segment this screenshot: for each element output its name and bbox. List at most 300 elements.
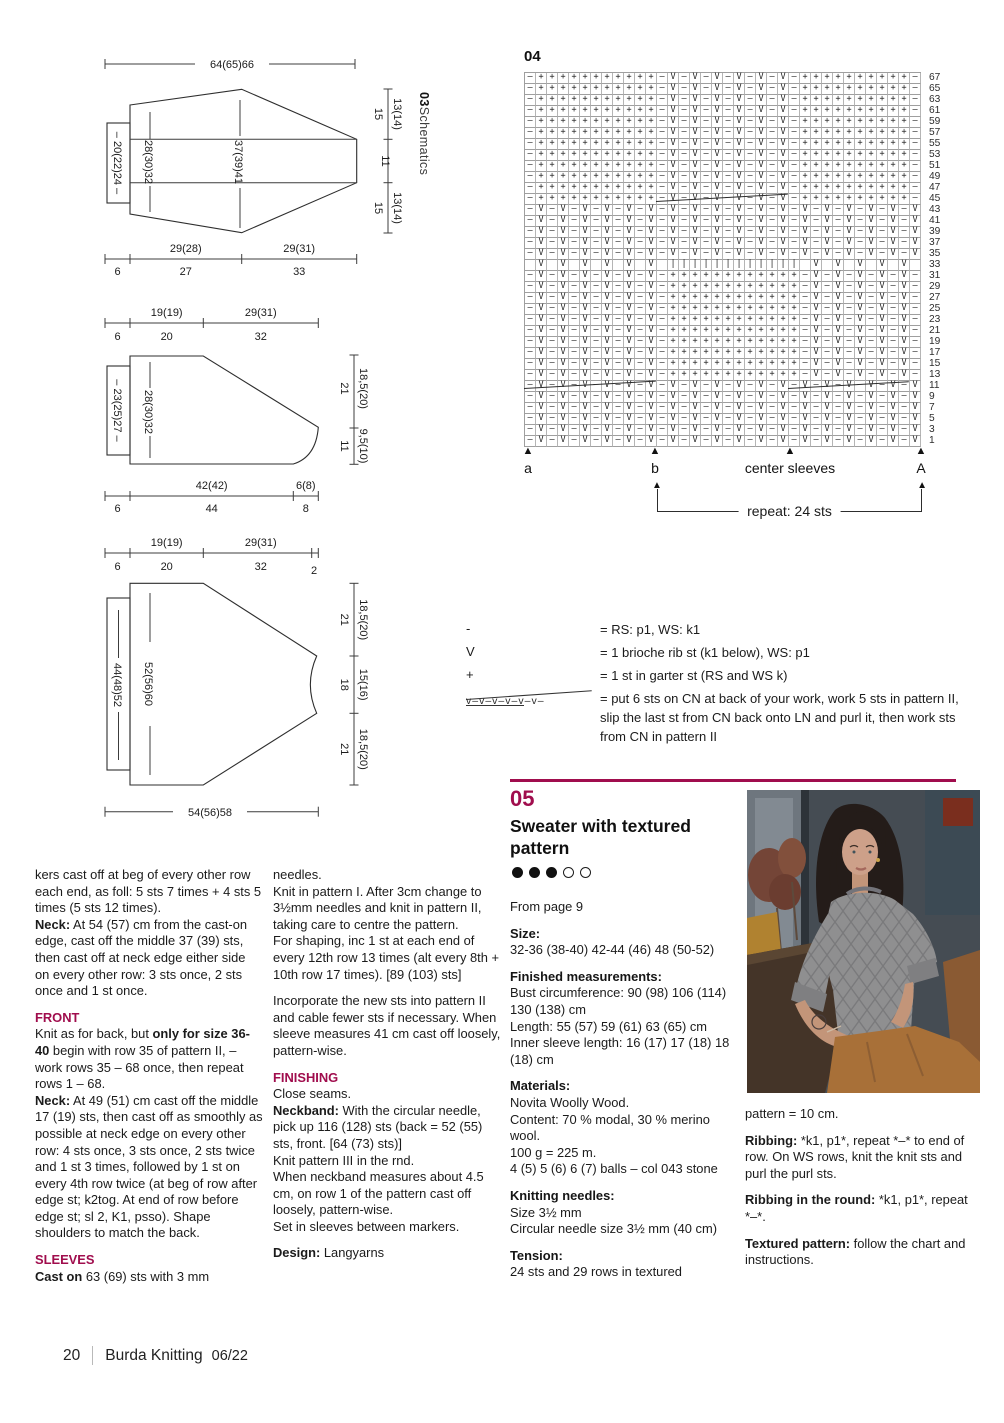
chart-cell: +	[635, 95, 646, 106]
chart-cell: +	[569, 161, 580, 172]
chart-cell: –	[613, 436, 624, 447]
chart-cell: +	[613, 128, 624, 139]
chart-cell: –	[679, 194, 690, 205]
chart-row-number: 41	[929, 215, 941, 226]
chart-cell: –	[525, 348, 536, 359]
chart-cell: V	[756, 425, 767, 436]
chart-cell: V	[866, 425, 877, 436]
chart-cell: –	[822, 348, 833, 359]
chart-cell: V	[558, 216, 569, 227]
chart-cell: V	[734, 117, 745, 128]
chart-cell: V	[646, 227, 657, 238]
chart-cell: V	[536, 315, 547, 326]
chart-cell: –	[877, 381, 888, 392]
chart-cell: V	[690, 128, 701, 139]
chart-cell: –	[525, 392, 536, 403]
chart-cell: –	[844, 293, 855, 304]
chart-cell: –	[767, 117, 778, 128]
chart-cell: V	[833, 271, 844, 282]
measure-top: 20	[160, 331, 173, 343]
chart-cell: –	[789, 183, 800, 194]
chart-cell: –	[591, 271, 602, 282]
brioche-symbol: V	[466, 644, 475, 659]
chart-cell: –	[679, 249, 690, 260]
chart-cell: –	[613, 271, 624, 282]
chart-cell: V	[800, 425, 811, 436]
chart-cell: +	[602, 84, 613, 95]
chart-cell: –	[525, 249, 536, 260]
chart-row-number: 51	[929, 160, 941, 171]
chart-row-number: 53	[929, 149, 941, 160]
measure-bottom: 6	[114, 266, 121, 278]
chart-cell: V	[734, 249, 745, 260]
chart-cell: V	[877, 337, 888, 348]
chart-cell: V	[646, 326, 657, 337]
chart-cell: –	[635, 359, 646, 370]
chart-cell: +	[569, 194, 580, 205]
chart-cell: V	[690, 238, 701, 249]
chart-cell: –	[701, 73, 712, 84]
measure-right: 13(14)	[391, 192, 403, 224]
paragraph: Ribbing: *k1, p1*, repeat *–* to end of row. On WS rows, knit the knit sts and purl the purl sts.	[745, 1132, 965, 1181]
chart-cell: –	[525, 117, 536, 128]
chart-cell: +	[767, 348, 778, 359]
chart-cell: –	[899, 238, 910, 249]
chart-cell: –	[547, 315, 558, 326]
chart-cell: –	[877, 216, 888, 227]
chart-cell: –	[767, 392, 778, 403]
chart-cell: –	[657, 315, 668, 326]
chart-cell: V	[558, 359, 569, 370]
chart-cell: +	[877, 106, 888, 117]
chart-cell: –	[569, 326, 580, 337]
chart-cell: V	[536, 348, 547, 359]
chart-cell: –	[635, 414, 646, 425]
chart-cell: |	[789, 260, 800, 271]
chart-cell: +	[547, 128, 558, 139]
chart-cell: V	[624, 348, 635, 359]
chart-cell: –	[569, 436, 580, 447]
chart-cell: V	[536, 271, 547, 282]
chart-cell: +	[811, 172, 822, 183]
chart-row-number: 61	[929, 105, 941, 116]
chart-cell: V	[822, 425, 833, 436]
chart-cell: V	[778, 205, 789, 216]
chart-cell: –	[899, 414, 910, 425]
chart-cell: |	[756, 260, 767, 271]
chart-cell: +	[646, 172, 657, 183]
chart-cell: +	[844, 73, 855, 84]
chart-cell: –	[844, 359, 855, 370]
chart-cell: –	[844, 370, 855, 381]
chart-cell: +	[844, 95, 855, 106]
chart-cell: –	[569, 315, 580, 326]
chart-row-number: 31	[929, 270, 941, 281]
chart-cell: V	[734, 403, 745, 414]
chart-row-number: 43	[929, 204, 941, 215]
chart-cell: –	[767, 194, 778, 205]
chart-cell: V	[536, 370, 547, 381]
chart-cell: V	[866, 414, 877, 425]
legend-item	[466, 666, 972, 685]
chart-cell: +	[536, 106, 547, 117]
difficulty-dot	[512, 867, 523, 878]
chart-cell: –	[723, 139, 734, 150]
chart-cell: –	[877, 227, 888, 238]
chart-cell: V	[602, 271, 613, 282]
chart-cell: +	[822, 128, 833, 139]
chart-cell: +	[712, 348, 723, 359]
measure-rib: 44(48)52	[111, 662, 123, 708]
chart-cell: +	[822, 150, 833, 161]
text-column-4	[745, 1106, 983, 1269]
chart-cell: +	[624, 128, 635, 139]
chart-cell: –	[745, 95, 756, 106]
chart-cell: –	[657, 106, 668, 117]
chart-cell: +	[855, 128, 866, 139]
chart-cell: –	[910, 337, 921, 348]
chart-cell: V	[833, 337, 844, 348]
chart-cell: V	[756, 172, 767, 183]
chart-cell: –	[569, 249, 580, 260]
chart-cell: –	[657, 172, 668, 183]
chart-cell: –	[613, 249, 624, 260]
chart-cell: –	[723, 117, 734, 128]
chart-cell: +	[635, 84, 646, 95]
paragraph: Circular needle size 3½ mm (40 cm)	[510, 1221, 718, 1237]
chart-cell: –	[657, 304, 668, 315]
chart-cell: –	[745, 436, 756, 447]
chart-cell: –	[613, 414, 624, 425]
chart-cell: +	[569, 183, 580, 194]
chart-cell: –	[525, 315, 536, 326]
chart-cell: V	[844, 216, 855, 227]
chart-cell: V	[536, 260, 547, 271]
chart-cell: –	[547, 348, 558, 359]
chart-cell: V	[778, 117, 789, 128]
chart-cell: +	[899, 73, 910, 84]
chart-cell: V	[668, 194, 679, 205]
chart-cell: +	[789, 282, 800, 293]
chart-cell: V	[822, 381, 833, 392]
chart-cell: –	[657, 249, 668, 260]
chart-cell: +	[800, 117, 811, 128]
chart-cell: –	[635, 271, 646, 282]
chart-cell: –	[657, 95, 668, 106]
chart-cell: +	[558, 150, 569, 161]
chart-cell: –	[767, 172, 778, 183]
chart-cell: +	[789, 271, 800, 282]
chart-cell: +	[591, 161, 602, 172]
chart-cell: +	[569, 95, 580, 106]
chart-cell: |	[690, 260, 701, 271]
chart-cell: +	[723, 282, 734, 293]
chart-cell: V	[800, 205, 811, 216]
chart-cell: +	[591, 84, 602, 95]
chart-cell: V	[734, 150, 745, 161]
chart-cell: +	[613, 117, 624, 128]
chart-cell: +	[822, 117, 833, 128]
chart-cell: V	[734, 172, 745, 183]
chart-cell: +	[679, 348, 690, 359]
chart-cell: +	[877, 194, 888, 205]
schematic-sleeve-3	[55, 530, 455, 840]
chart-cell: V	[844, 381, 855, 392]
chart-cell: –	[657, 403, 668, 414]
chart-cell: –	[547, 271, 558, 282]
measure-right: 15(16)	[357, 668, 369, 701]
chart-cell: +	[613, 172, 624, 183]
chart-cell: –	[525, 304, 536, 315]
chart-cell: V	[800, 403, 811, 414]
chart-cell: V	[712, 95, 723, 106]
chart-cell: V	[602, 282, 613, 293]
chart-cell: V	[734, 139, 745, 150]
chart-cell: V	[756, 161, 767, 172]
chart-cell: +	[822, 172, 833, 183]
chart-cell: V	[712, 150, 723, 161]
chart-row-number: 55	[929, 138, 941, 149]
chart-cell: –	[745, 128, 756, 139]
chart-cell: +	[789, 359, 800, 370]
chart-cell: –	[800, 348, 811, 359]
chart-cell: –	[723, 183, 734, 194]
chart-cell: –	[525, 271, 536, 282]
chart-cell: –	[635, 293, 646, 304]
chart-cell: –	[745, 238, 756, 249]
chart-cell: –	[679, 128, 690, 139]
chart-cell: V	[646, 370, 657, 381]
chart-cell: V	[668, 73, 679, 84]
chart-cell: V	[646, 381, 657, 392]
chart-cell: +	[712, 304, 723, 315]
chart-cell: –	[525, 337, 536, 348]
chart-cell: –	[657, 227, 668, 238]
chart-cell: V	[778, 381, 789, 392]
chart-cell: V	[712, 161, 723, 172]
paragraph: Size 3½ mm	[510, 1204, 582, 1220]
chart-cell: V	[734, 238, 745, 249]
chart-cell: –	[767, 249, 778, 260]
chart-cell: –	[822, 326, 833, 337]
measure-top: 29(31)	[244, 537, 277, 549]
chart-cell: V	[822, 249, 833, 260]
chart-cell: +	[558, 117, 569, 128]
chart-cell: –	[800, 271, 811, 282]
chart-cell: +	[855, 106, 866, 117]
chart-cell: V	[712, 425, 723, 436]
chart-cell: –	[745, 249, 756, 260]
chart-cell: V	[668, 95, 679, 106]
chart-cell: V	[558, 282, 569, 293]
chart-cell: +	[899, 84, 910, 95]
paragraph: pattern = 10 cm.	[745, 1106, 839, 1121]
chart-cell: V	[734, 436, 745, 447]
measure-bottom: 44	[205, 503, 218, 515]
chart-cell: –	[767, 425, 778, 436]
chart-cell: +	[547, 194, 558, 205]
chart-cell: +	[536, 161, 547, 172]
legend-item	[466, 620, 972, 639]
chart-row-number: 59	[929, 116, 941, 127]
chart-cell: –	[844, 271, 855, 282]
chart-cell: V	[855, 293, 866, 304]
chart-cell: +	[591, 73, 602, 84]
chart-cell: –	[701, 238, 712, 249]
chart-cell: V	[855, 282, 866, 293]
chart-cell: V	[712, 227, 723, 238]
chart-cell: –	[877, 414, 888, 425]
paragraph: needles.	[273, 867, 322, 882]
chart-cell: –	[613, 282, 624, 293]
chart-cell: +	[833, 106, 844, 117]
chart-cell: +	[679, 359, 690, 370]
chart-cell: –	[833, 205, 844, 216]
chart-cell: +	[547, 95, 558, 106]
chart-cell: V	[580, 293, 591, 304]
chart-cell: +	[602, 194, 613, 205]
chart-cell: V	[822, 216, 833, 227]
chart-cell: –	[569, 392, 580, 403]
chart-cell: +	[624, 139, 635, 150]
chart-cell: +	[767, 359, 778, 370]
chart-cell: +	[635, 117, 646, 128]
chart-cell: +	[580, 117, 591, 128]
chart-cell: –	[844, 326, 855, 337]
measure-right: 9,5(10)	[357, 428, 369, 464]
chart-cell: V	[558, 271, 569, 282]
chart-cell: +	[866, 106, 877, 117]
chart-cell: –	[701, 414, 712, 425]
chart-cell: +	[877, 183, 888, 194]
chart-cell: V	[756, 227, 767, 238]
chart-cell: +	[800, 128, 811, 139]
chart-cell: –	[591, 315, 602, 326]
chart-cell: +	[701, 271, 712, 282]
chart-cell: +	[844, 117, 855, 128]
chart-cell: V	[800, 227, 811, 238]
chart-cell: –	[679, 73, 690, 84]
chart-cell: V	[536, 238, 547, 249]
chart-cell: +	[778, 315, 789, 326]
chart-cell: V	[668, 205, 679, 216]
chart-cell: –	[635, 282, 646, 293]
chart-cell: –	[657, 117, 668, 128]
chart-cell: +	[613, 73, 624, 84]
chart-cell: –	[723, 414, 734, 425]
chart-cell: V	[690, 414, 701, 425]
measure-top: 2	[310, 565, 318, 577]
chart-cell: –	[679, 381, 690, 392]
chart-cell: +	[536, 73, 547, 84]
chart-cell: +	[624, 172, 635, 183]
chart-cell: V	[558, 414, 569, 425]
chart-cell: V	[778, 227, 789, 238]
chart-cell: +	[536, 150, 547, 161]
measure-mid2: 37(39)41	[232, 139, 244, 185]
chart-cell: –	[833, 403, 844, 414]
chart-cell: |	[668, 260, 679, 271]
chart-cell: +	[822, 106, 833, 117]
chart-cell: +	[888, 161, 899, 172]
chart-cell: V	[778, 414, 789, 425]
chart-cell: –	[701, 392, 712, 403]
chart-cell: V	[536, 337, 547, 348]
chart-cell: +	[613, 106, 624, 117]
chart-cell: –	[822, 271, 833, 282]
chart-cell: –	[525, 128, 536, 139]
chart-cell: V	[536, 293, 547, 304]
chart-cell: +	[569, 172, 580, 183]
chart-cell: –	[888, 304, 899, 315]
chart-cell: V	[811, 282, 822, 293]
chart-cell: V	[778, 183, 789, 194]
paragraph: Textured pattern: follow the chart and instructions.	[745, 1235, 966, 1268]
chart-cell: V	[866, 238, 877, 249]
chart-cell: V	[756, 238, 767, 249]
chart-cell: +	[547, 106, 558, 117]
chart-cell: +	[899, 95, 910, 106]
chart-cell: V	[558, 403, 569, 414]
chart-cell: +	[756, 271, 767, 282]
measure-mid1: 28(30)32	[142, 139, 154, 185]
chart-cell: V	[888, 205, 899, 216]
chart-cell: –	[547, 337, 558, 348]
chart-cell: +	[569, 150, 580, 161]
chart-cell: –	[525, 95, 536, 106]
chart-cell: +	[723, 271, 734, 282]
chart-cell: –	[910, 194, 921, 205]
chart-cell: –	[866, 315, 877, 326]
chart-cell: +	[635, 183, 646, 194]
section-divider-rule	[510, 779, 956, 782]
chart-cell: +	[822, 139, 833, 150]
chart-cell: +	[844, 194, 855, 205]
chart-cell: V	[624, 216, 635, 227]
chart-cell: –	[525, 403, 536, 414]
chart-cell: +	[877, 139, 888, 150]
chart-cell: +	[558, 194, 569, 205]
chart-cell: –	[910, 183, 921, 194]
chart-cell: +	[536, 183, 547, 194]
measure-right: 21	[338, 743, 350, 756]
chart-cell: –	[701, 95, 712, 106]
chart-cell: +	[734, 359, 745, 370]
chart-cell: V	[866, 249, 877, 260]
chart-cell: V	[624, 414, 635, 425]
chart-cell: –	[855, 205, 866, 216]
chart-cell: V	[822, 227, 833, 238]
chart-cell: V	[712, 205, 723, 216]
chart-cell: +	[789, 348, 800, 359]
chart-cell: V	[668, 238, 679, 249]
chart-cell: +	[855, 95, 866, 106]
chart-cell: +	[602, 128, 613, 139]
chart-cell: V	[734, 392, 745, 403]
chart-cell: V	[866, 216, 877, 227]
chart-cell: V	[778, 249, 789, 260]
chart-cell: V	[888, 392, 899, 403]
chart-cell: +	[888, 139, 899, 150]
chart-cell: V	[580, 370, 591, 381]
chart-cell: +	[844, 172, 855, 183]
chart-cell: V	[877, 370, 888, 381]
paragraph: 32-36 (38-40) 42-44 (46) 48 (50-52)	[510, 942, 715, 958]
chart-cell: +	[602, 172, 613, 183]
chart-cell: V	[646, 337, 657, 348]
chart-cell: –	[899, 436, 910, 447]
chart-cell: +	[547, 84, 558, 95]
